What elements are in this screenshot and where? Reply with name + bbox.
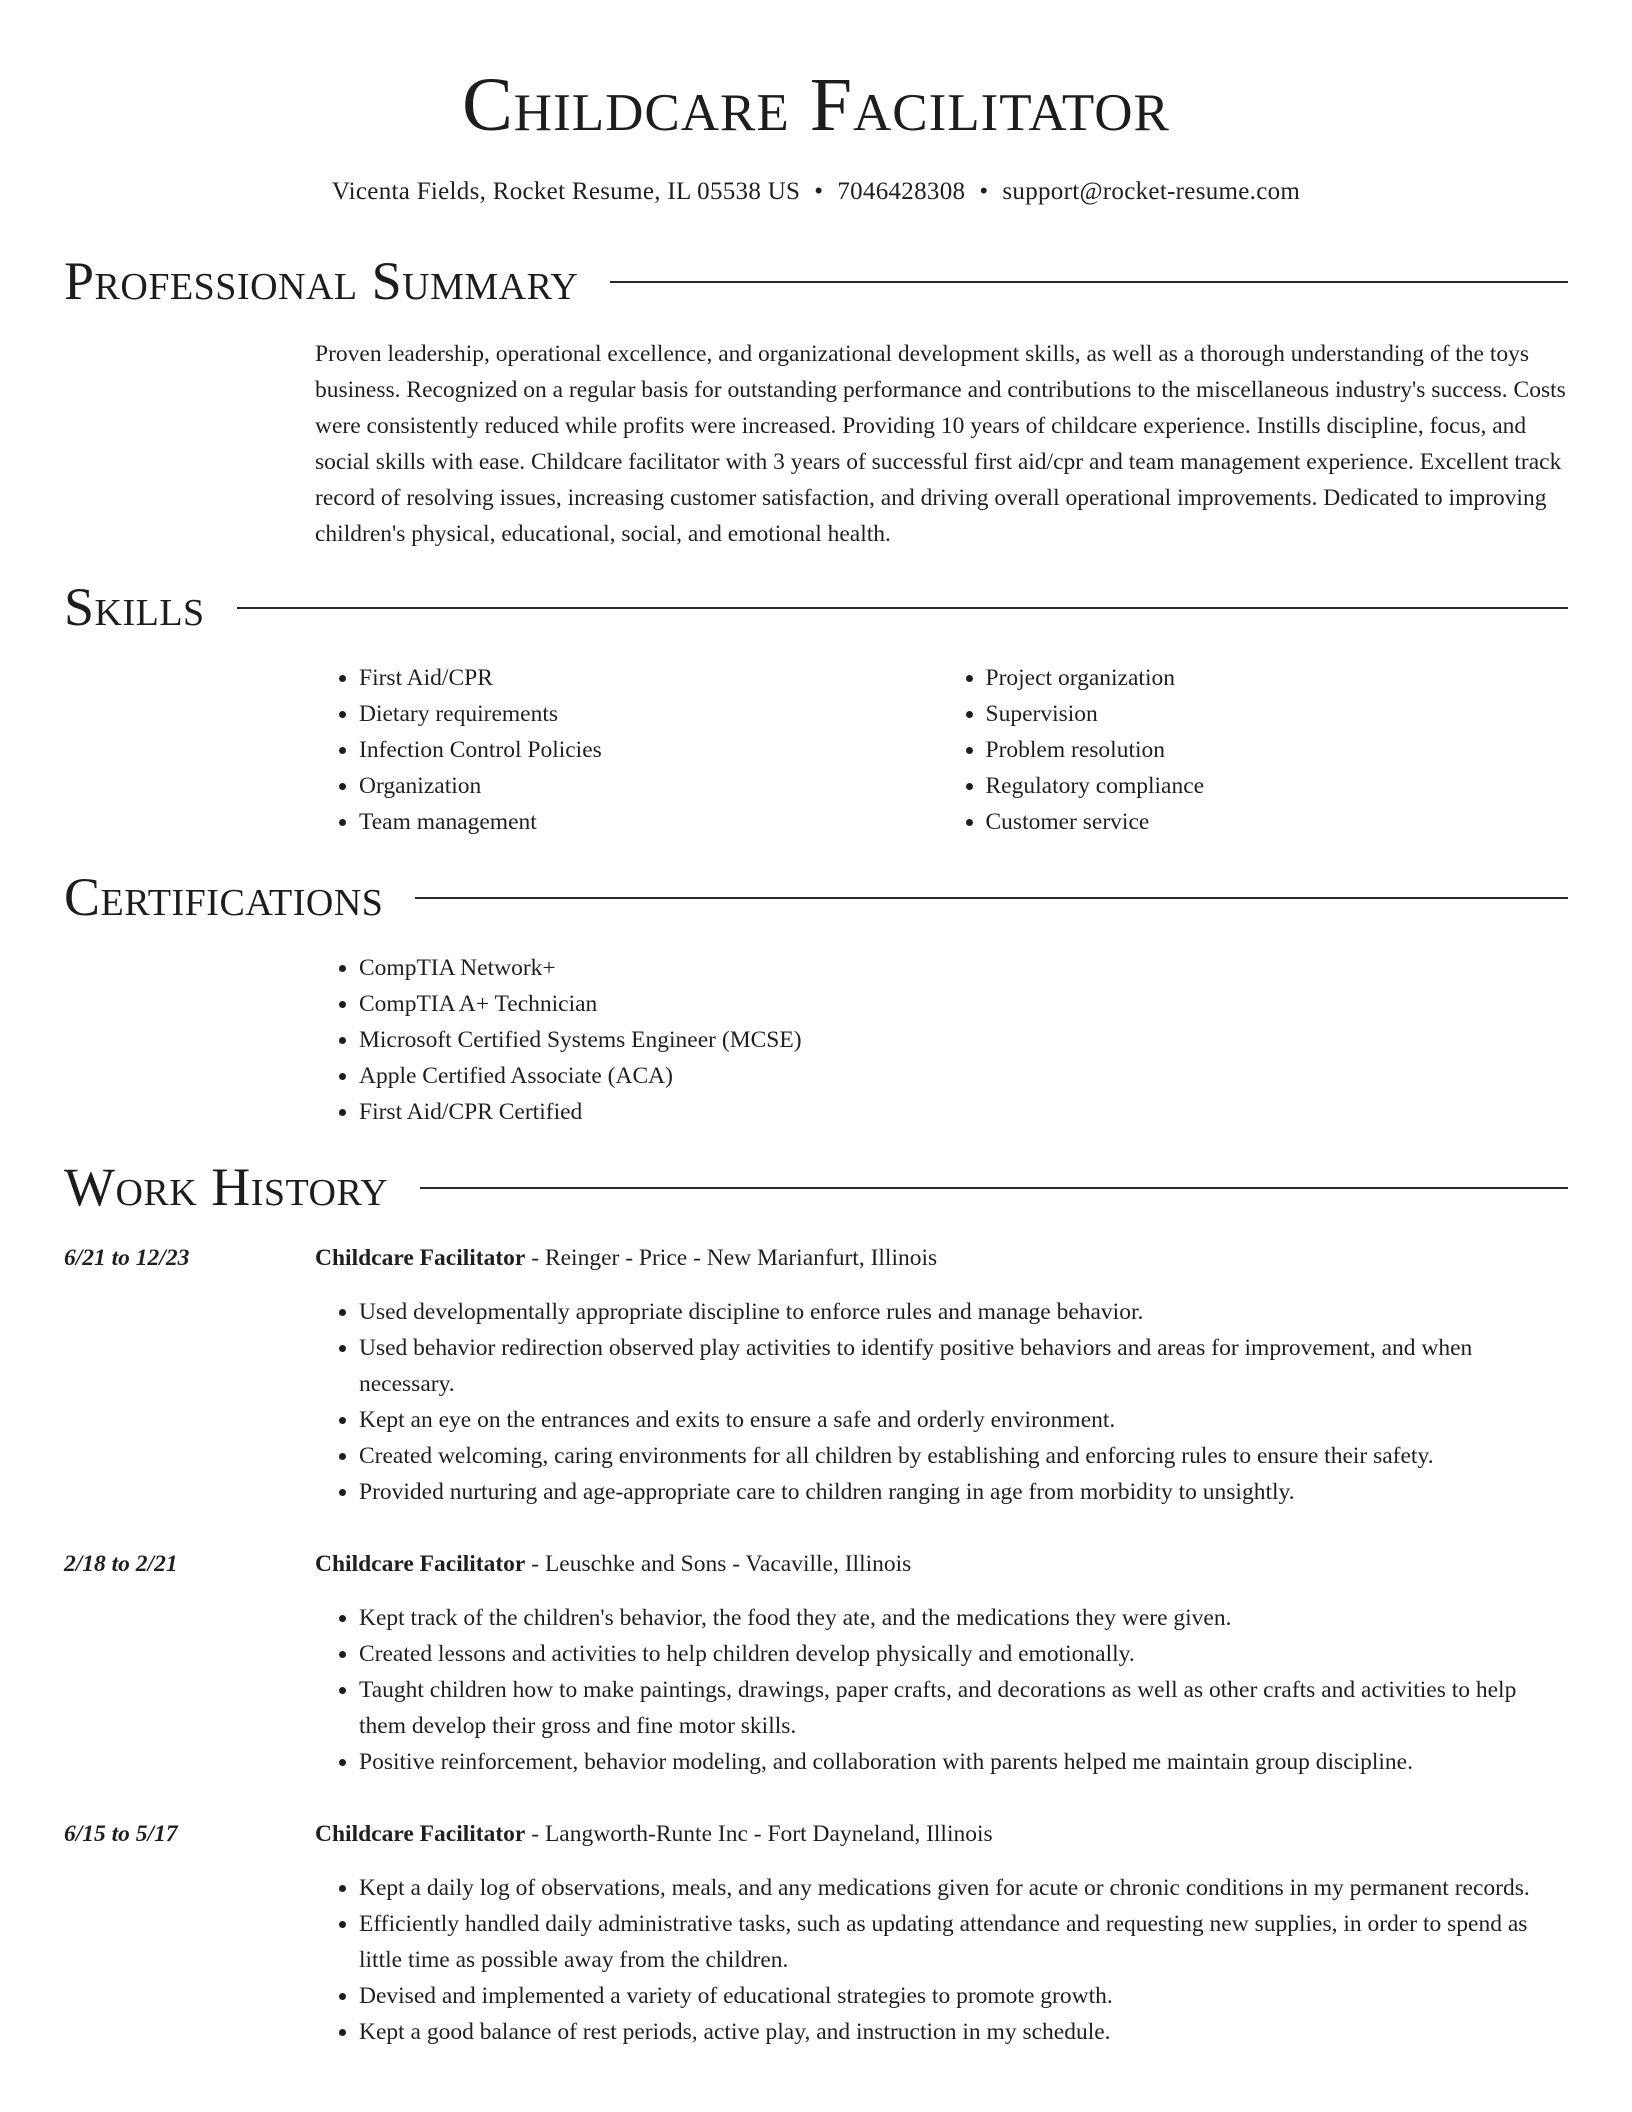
certifications-list — [315, 950, 1568, 1130]
job-employer: - Leuschke and Sons - Vacaville, Illinois — [525, 1551, 912, 1577]
skill-item: • Team management — [359, 804, 942, 840]
section-divider — [420, 1187, 1568, 1189]
work-history-section-header — [64, 1154, 1568, 1220]
task-item: • Created welcoming, caring environments for all children by establishing and enforcing rules to ensure their safety. — [359, 1438, 1568, 1474]
task-item: • Used behavior redirection observed play activities to identify positive behaviors and areas for improvement, and when necessary. — [359, 1330, 1568, 1402]
job-details — [315, 1240, 1568, 1510]
certification-item: • CompTIA Network+ — [359, 950, 1568, 986]
job-heading — [315, 1240, 1568, 1276]
skills-column-left — [315, 660, 942, 840]
task-item: • Kept track of the children's behavior, the food they ate, and the medications they were given. — [359, 1600, 1568, 1636]
job-title: Childcare Facilitator — [315, 1245, 526, 1271]
skill-item: • Customer service — [986, 804, 1569, 840]
summary-text: Proven leadership, operational excellence, and organizational development skills, as well as a thorough understanding of the toys business. Recognized on a regular basis for outstanding performance and contributions to the miscellaneous industry's success. Costs were consistently reduced while profits were increased. Providing 10 years of childcare experience. Instills discipline, focus, and social skills with ease. Childcare facilitator with 3 years of successful first aid/cpr and team management experience. Excellent track record of resolving issues, increasing customer satisfaction, and driving overall operational improvements. Dedicated to improving children's physical, educational, social, and emotional health. — [315, 341, 1566, 547]
job-employer: - Reinger - Price - New Marianfurt, Illinois — [525, 1245, 938, 1271]
skills-section-header — [64, 574, 1568, 640]
task-item: • Used developmentally appropriate discipline to enforce rules and manage behavior. — [359, 1294, 1568, 1330]
certification-item: • Microsoft Certified Systems Engineer (MCSE) — [359, 1022, 1568, 1058]
skill-item: • Supervision — [986, 696, 1569, 732]
section-divider — [610, 281, 1568, 283]
task-item: • Created lessons and activities to help children develop physically and emotionally. — [359, 1636, 1568, 1672]
contact-phone: 7046428308 — [837, 178, 966, 205]
task-item: • Kept a daily log of observations, meals, and any medications given for acute or chronic conditions in my permanent records. — [359, 1870, 1568, 1906]
certifications-heading: Certifications — [64, 867, 384, 927]
contact-line — [64, 176, 1568, 208]
contact-email[interactable]: support@rocket-resume.com — [1002, 178, 1301, 205]
task-item: • Kept a good balance of rest periods, active play, and instruction in my schedule. — [359, 2014, 1568, 2050]
work-history-heading: Work History — [64, 1157, 389, 1217]
skill-item: • First Aid/CPR — [359, 660, 942, 696]
summary-section-header — [64, 248, 1568, 314]
skills-column-right — [942, 660, 1569, 840]
job-details — [315, 1816, 1568, 2050]
certification-item: • Apple Certified Associate (ACA) — [359, 1058, 1568, 1094]
resume-page — [64, 0, 1568, 2050]
job-tasks — [315, 1870, 1568, 2050]
task-item: • Provided nurturing and age-appropriate care to children ranging in age from morbidity to unsightly. — [359, 1474, 1568, 1510]
job-entry — [64, 1816, 1568, 2050]
job-employer: - Langworth-Runte Inc - Fort Dayneland, Illinois — [525, 1821, 993, 1847]
skills-heading: Skills — [64, 577, 205, 637]
skill-item: • Project organization — [986, 660, 1569, 696]
job-details — [315, 1546, 1568, 1780]
task-item: • Positive reinforcement, behavior modeling, and collaboration with parents helped me maintain group discipline. — [359, 1744, 1568, 1780]
job-heading — [315, 1816, 1568, 1852]
task-item: • Taught children how to make paintings, drawings, paper crafts, and decorations as well as other crafts and activities to help them develop their gross and fine motor skills. — [359, 1672, 1568, 1744]
task-item: • Efficiently handled daily administrative tasks, such as updating attendance and requesting new supplies, in order to spend as little time as possible away from the children. — [359, 1906, 1568, 1978]
contact-address: Vicenta Fields, Rocket Resume, IL 05538 US — [331, 178, 801, 205]
skill-item: • Organization — [359, 768, 942, 804]
job-dates: 2/18 to 2/21 — [64, 1551, 178, 1577]
page-title: Childcare Facilitator — [462, 63, 1170, 147]
skill-item: • Dietary requirements — [359, 696, 942, 732]
contact-separator: • — [979, 178, 989, 205]
job-dates: 6/15 to 5/17 — [64, 1821, 178, 1847]
task-item: • Devised and implemented a variety of educational strategies to promote growth. — [359, 1978, 1568, 2014]
job-title: Childcare Facilitator — [315, 1821, 526, 1847]
certifications-section-header — [64, 864, 1568, 930]
task-item: • Kept an eye on the entrances and exits to ensure a safe and orderly environment. — [359, 1402, 1568, 1438]
job-heading — [315, 1546, 1568, 1582]
skill-item: • Problem resolution — [986, 732, 1569, 768]
certification-item: • First Aid/CPR Certified — [359, 1094, 1568, 1130]
skills-list — [315, 660, 1568, 840]
section-divider — [237, 607, 1568, 609]
contact-separator: • — [814, 178, 824, 205]
job-tasks — [315, 1294, 1568, 1510]
section-divider — [415, 897, 1568, 899]
job-entry — [64, 1546, 1568, 1780]
certification-item: • CompTIA A+ Technician — [359, 986, 1568, 1022]
skill-item: • Regulatory compliance — [986, 768, 1569, 804]
summary-heading: Professional Summary — [64, 251, 579, 311]
work-history-list — [64, 1240, 1568, 2050]
job-dates: 6/21 to 12/23 — [64, 1245, 190, 1271]
job-tasks — [315, 1600, 1568, 1780]
skill-item: • Infection Control Policies — [359, 732, 942, 768]
job-entry — [64, 1240, 1568, 1510]
job-title: Childcare Facilitator — [315, 1551, 526, 1577]
